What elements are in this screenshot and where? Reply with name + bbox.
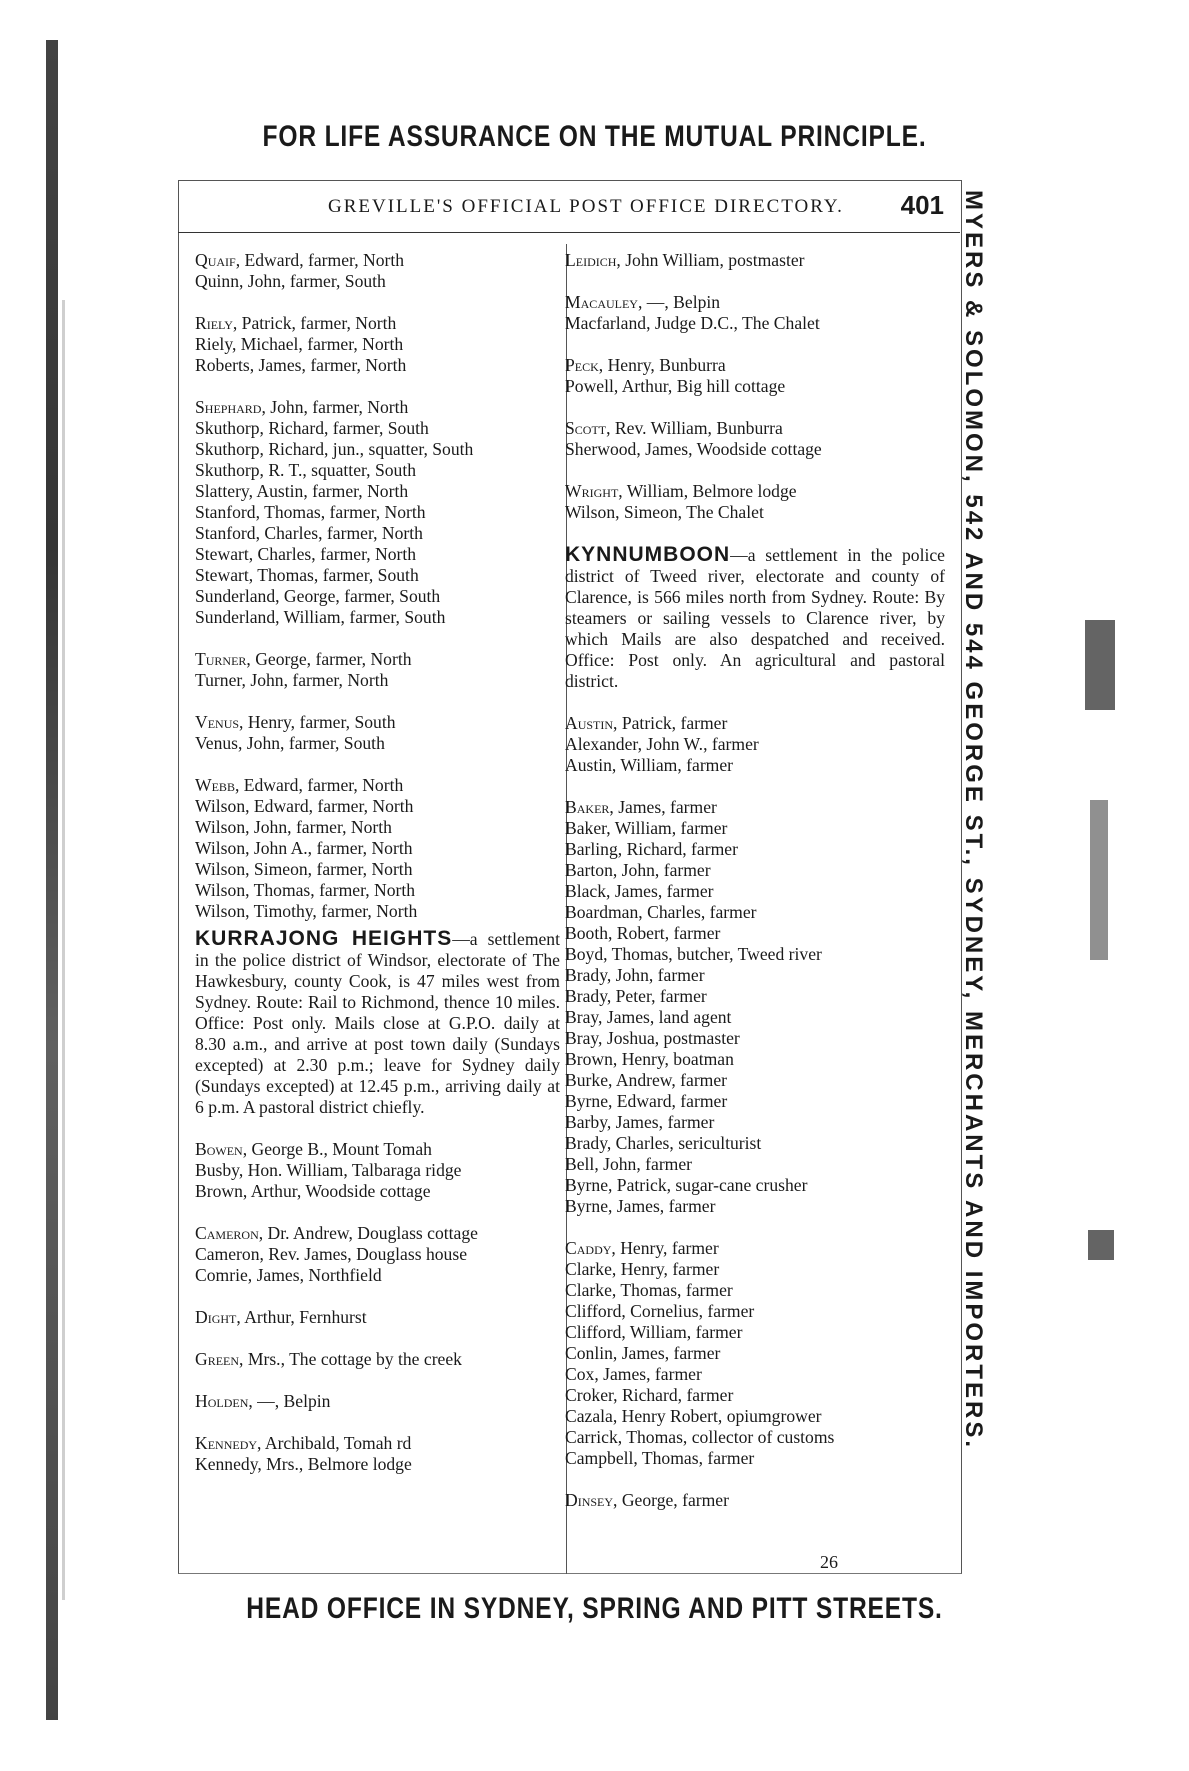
directory-entry — [565, 502, 945, 523]
settlement-description: —a settlement in the police district of Tweed river, electorate and county of Clarence, is 566 miles north from Sydney. Route: By steamers or sailing vessels to Clarence river, by which Mails are also despatched and received. Office: Post only. An agricultural and pastoral district. — [565, 545, 945, 691]
directory-entry — [195, 1433, 560, 1454]
directory-entry — [565, 439, 945, 460]
surname-initial: Wright, — [565, 481, 623, 501]
entry-text: Brady, Charles, sericulturist — [565, 1133, 762, 1153]
entry-text: Henry, Bunburra — [603, 355, 726, 375]
entry-text: Henry, farmer — [615, 1238, 719, 1258]
entry-text: George, farmer — [617, 1490, 729, 1510]
directory-entry — [565, 923, 945, 944]
entry-text: Roberts, James, farmer, North — [195, 355, 407, 375]
spacer — [195, 754, 560, 775]
surname-initial: Baker, — [565, 797, 614, 817]
directory-entry — [565, 1133, 945, 1154]
entry-text: Cox, James, farmer — [565, 1364, 702, 1384]
directory-entry — [565, 839, 945, 860]
surname-initial: Scott, — [565, 418, 611, 438]
signature-number: 26 — [820, 1552, 838, 1572]
entry-text: Sunderland, George, farmer, South — [195, 586, 441, 606]
right-entry-list-2 — [565, 713, 945, 1511]
directory-entry — [565, 355, 945, 376]
entry-text: Conlin, James, farmer — [565, 1343, 721, 1363]
entry-text: Wilson, Thomas, farmer, North — [195, 880, 416, 900]
directory-entry — [195, 355, 560, 376]
surname-initial: Bowen, — [195, 1139, 248, 1159]
entry-text: Cameron, Rev. James, Douglass house — [195, 1244, 468, 1264]
surname-initial: Kennedy, — [195, 1433, 262, 1453]
entry-text: Stanford, Charles, farmer, North — [195, 523, 423, 543]
directory-entry — [565, 1259, 945, 1280]
entry-text: Henry, farmer, South — [243, 712, 396, 732]
directory-entry — [195, 1160, 560, 1181]
entry-text: Turner, John, farmer, North — [195, 670, 389, 690]
entry-text: Croker, Richard, farmer — [565, 1385, 734, 1405]
entry-text: Brown, Henry, boatman — [565, 1049, 734, 1069]
directory-entry — [565, 481, 945, 502]
surname-initial: Macauley, — [565, 292, 643, 312]
entry-text: Stewart, Thomas, farmer, South — [195, 565, 419, 585]
entry-text: Bray, Joshua, postmaster — [565, 1028, 740, 1048]
directory-entry — [195, 733, 560, 754]
entry-text: Byrne, James, farmer — [565, 1196, 716, 1216]
entry-text: James, farmer — [613, 797, 717, 817]
surname-initial: Quaif, — [195, 250, 241, 270]
directory-entry — [195, 1244, 560, 1265]
directory-entry — [195, 334, 560, 355]
surname-initial: Peck, — [565, 355, 604, 375]
directory-entry — [195, 1391, 560, 1412]
entry-text: Clifford, William, farmer — [565, 1322, 743, 1342]
directory-entry — [195, 1454, 560, 1475]
spacer — [195, 1370, 560, 1391]
entry-text: Arthur, Fernhurst — [240, 1307, 367, 1327]
surname-initial: Riely, — [195, 313, 238, 333]
left-column — [195, 250, 560, 1475]
directory-entry — [565, 1238, 945, 1259]
entry-text: Brady, John, farmer — [565, 965, 705, 985]
entry-text: Brown, Arthur, Woodside cottage — [195, 1181, 431, 1201]
directory-entry — [195, 481, 560, 502]
entry-text: Campbell, Thomas, farmer — [565, 1448, 755, 1468]
scan-artifact — [1090, 800, 1108, 960]
entry-text: John William, postmaster — [620, 250, 805, 270]
spacer — [195, 691, 560, 712]
directory-entry — [195, 649, 560, 670]
entry-text: Clarke, Thomas, farmer — [565, 1280, 733, 1300]
entry-text: John, farmer, North — [265, 397, 409, 417]
entry-text: Busby, Hon. William, Talbaraga ridge — [195, 1160, 462, 1180]
directory-entry — [195, 1223, 560, 1244]
directory-entry — [195, 817, 560, 838]
top-banner: FOR LIFE ASSURANCE ON THE MUTUAL PRINCIPLE. — [262, 120, 927, 153]
entry-text: Edward, farmer, North — [239, 775, 404, 795]
surname-initial: Austin, — [565, 713, 618, 733]
surname-initial: Venus, — [195, 712, 244, 732]
spacer — [565, 334, 945, 355]
directory-entry — [565, 1175, 945, 1196]
entry-text: Comrie, James, Northfield — [195, 1265, 382, 1285]
spacer — [195, 1412, 560, 1433]
entry-text: Venus, John, farmer, South — [195, 733, 385, 753]
settlement-heading: KURRAJONG HEIGHTS — [195, 927, 453, 950]
directory-entry — [195, 1181, 560, 1202]
book-binding-edge — [46, 40, 58, 1720]
entry-text: Boyd, Thomas, butcher, Tweed river — [565, 944, 822, 964]
surname-initial: Green, — [195, 1349, 244, 1369]
directory-entry — [195, 418, 560, 439]
entry-text: Mrs., The cottage by the creek — [243, 1349, 462, 1369]
directory-entry — [195, 1139, 560, 1160]
directory-entry — [565, 1385, 945, 1406]
directory-entry — [565, 418, 945, 439]
directory-entry — [565, 1406, 945, 1427]
directory-entry — [565, 1112, 945, 1133]
right-entry-list — [565, 250, 945, 523]
spacer — [195, 1328, 560, 1349]
scan-artifact — [1085, 620, 1115, 710]
directory-entry — [195, 523, 560, 544]
surname-initial: Dight, — [195, 1307, 241, 1327]
directory-entry — [195, 313, 560, 334]
entry-text: Clifford, Cornelius, farmer — [565, 1301, 755, 1321]
entry-text: Baker, William, farmer — [565, 818, 728, 838]
directory-entry — [195, 775, 560, 796]
entry-text: Austin, William, farmer — [565, 755, 734, 775]
entry-text: George, farmer, North — [250, 649, 412, 669]
directory-entry — [195, 565, 560, 586]
directory-entry — [195, 712, 560, 733]
kurrajong-heights-entry — [195, 928, 560, 1118]
settlement-description: —a settlement in the police district of Windsor, electorate of The Hawkesbury, county Cook, is 47 miles west from Sydney. Route: Rail to Richmond, thence 10 miles. Office: Post only. Mails close at G.P.O. daily at 8.30 a.m., and arrive at post town daily (Sundays excepted) at 2.30 p.m.; leave for Sydney daily (Sundays excepted) at 12.45 p.m., arriving daily at 6 p.m. A pastoral district chiefly. — [195, 929, 560, 1117]
directory-entry — [565, 1364, 945, 1385]
entry-text: —, Belpin — [642, 292, 721, 312]
directory-entry — [565, 818, 945, 839]
entry-text: Bray, James, land agent — [565, 1007, 732, 1027]
entry-text: Kennedy, Mrs., Belmore lodge — [195, 1454, 412, 1474]
surname-initial: Caddy, — [565, 1238, 616, 1258]
directory-entry — [195, 250, 560, 271]
directory-entry — [565, 376, 945, 397]
page-header — [178, 190, 960, 230]
directory-entry — [195, 271, 560, 292]
surname-initial: Dinsey, — [565, 1490, 618, 1510]
entry-text: Wilson, Simeon, farmer, North — [195, 859, 413, 879]
header-rule — [178, 232, 960, 233]
directory-entry — [565, 1049, 945, 1070]
spacer — [195, 628, 560, 649]
directory-entry — [195, 397, 560, 418]
entry-text: Wilson, Timothy, farmer, North — [195, 901, 418, 921]
spacer — [195, 1202, 560, 1223]
directory-entry — [195, 859, 560, 880]
spacer — [565, 523, 945, 544]
directory-entry — [195, 670, 560, 691]
directory-entry — [195, 838, 560, 859]
directory-entry — [565, 1427, 945, 1448]
entry-text: Barling, Richard, farmer — [565, 839, 738, 859]
spacer — [565, 271, 945, 292]
entry-text: Skuthorp, Richard, jun., squatter, South — [195, 439, 474, 459]
directory-entry — [565, 986, 945, 1007]
entry-text: Stanford, Thomas, farmer, North — [195, 502, 426, 522]
surname-initial: Cameron, — [195, 1223, 264, 1243]
directory-entry — [565, 1301, 945, 1322]
directory-entry — [565, 1070, 945, 1091]
spacer — [195, 1286, 560, 1307]
entry-text: Black, James, farmer — [565, 881, 714, 901]
directory-entry — [565, 250, 945, 271]
spacer — [565, 1217, 945, 1238]
entry-text: Edward, farmer, North — [240, 250, 405, 270]
spacer — [195, 376, 560, 397]
surname-initial: Shephard, — [195, 397, 266, 417]
entry-text: Bell, John, farmer — [565, 1154, 693, 1174]
entry-text: Clarke, Henry, farmer — [565, 1259, 720, 1279]
directory-entry — [195, 1349, 560, 1370]
directory-entry — [565, 734, 945, 755]
side-advertisement: MYERS & SOLOMON, 542 AND 544 GEORGE ST., SYDNEY, MERCHANTS AND IMPORTERS. — [960, 190, 987, 1451]
entry-text: Brady, Peter, farmer — [565, 986, 707, 1006]
entry-text: Skuthorp, Richard, farmer, South — [195, 418, 429, 438]
entry-text: Skuthorp, R. T., squatter, South — [195, 460, 417, 480]
spacer — [565, 1469, 945, 1490]
page-number: 401 — [900, 190, 944, 220]
directory-entry — [565, 1154, 945, 1175]
surname-initial: Holden, — [195, 1391, 253, 1411]
entry-text: Quinn, John, farmer, South — [195, 271, 386, 291]
directory-entry — [565, 1343, 945, 1364]
surname-initial: Turner, — [195, 649, 251, 669]
directory-entry — [565, 1196, 945, 1217]
directory-entry — [565, 1490, 945, 1511]
directory-entry — [565, 292, 945, 313]
entry-text: Byrne, Edward, farmer — [565, 1091, 728, 1111]
directory-entry — [565, 1280, 945, 1301]
entry-text: Booth, Robert, farmer — [565, 923, 721, 943]
left-entry-list-2 — [195, 1139, 560, 1475]
entry-text: Cazala, Henry Robert, opiumgrower — [565, 1406, 822, 1426]
spacer — [565, 692, 945, 713]
directory-entry — [195, 544, 560, 565]
entry-text: Powell, Arthur, Big hill cottage — [565, 376, 786, 396]
entry-text: —, Belpin — [252, 1391, 331, 1411]
entry-text: Alexander, John W., farmer — [565, 734, 759, 754]
spacer — [565, 460, 945, 481]
settlement-heading: KYNNUMBOON — [565, 543, 731, 566]
directory-entry — [195, 607, 560, 628]
entry-text: Patrick, farmer — [617, 713, 728, 733]
spacer — [195, 1118, 560, 1139]
binding-shadow — [62, 300, 65, 1600]
surname-initial: Webb, — [195, 775, 240, 795]
left-entry-list — [195, 250, 560, 922]
entry-text: Macfarland, Judge D.C., The Chalet — [565, 313, 820, 333]
kynnumboon-entry — [565, 544, 945, 692]
entry-text: Burke, Andrew, farmer — [565, 1070, 728, 1090]
directory-entry — [565, 713, 945, 734]
entry-text: Byrne, Patrick, sugar-cane crusher — [565, 1175, 808, 1195]
entry-text: Dr. Andrew, Douglass cottage — [263, 1223, 478, 1243]
entry-text: Wilson, John A., farmer, North — [195, 838, 413, 858]
surname-initial: Leidich, — [565, 250, 621, 270]
directory-entry — [195, 586, 560, 607]
directory-entry — [565, 902, 945, 923]
directory-entry — [565, 1028, 945, 1049]
entry-text: Wilson, Edward, farmer, North — [195, 796, 414, 816]
entry-text: Slattery, Austin, farmer, North — [195, 481, 409, 501]
directory-entry — [565, 1091, 945, 1112]
right-column — [565, 250, 945, 1511]
entry-text: Wilson, Simeon, The Chalet — [565, 502, 764, 522]
entry-text: Boardman, Charles, farmer — [565, 902, 757, 922]
directory-entry — [565, 860, 945, 881]
entry-text: William, Belmore lodge — [622, 481, 797, 501]
directory-entry — [565, 1448, 945, 1469]
directory-entry — [565, 1322, 945, 1343]
entry-text: Archibald, Tomah rd — [261, 1433, 412, 1453]
entry-text: George B., Mount Tomah — [247, 1139, 432, 1159]
directory-entry — [565, 755, 945, 776]
entry-text: Riely, Michael, farmer, North — [195, 334, 404, 354]
directory-entry — [195, 439, 560, 460]
directory-entry — [195, 502, 560, 523]
directory-entry — [565, 797, 945, 818]
directory-entry — [195, 1265, 560, 1286]
spacer — [565, 397, 945, 418]
entry-text: Patrick, farmer, North — [237, 313, 397, 333]
directory-entry — [565, 965, 945, 986]
entry-text: Sherwood, James, Woodside cottage — [565, 439, 822, 459]
directory-entry — [195, 901, 560, 922]
entry-text: Sunderland, William, farmer, South — [195, 607, 446, 627]
spacer — [195, 292, 560, 313]
directory-entry — [195, 1307, 560, 1328]
bottom-banner: HEAD OFFICE IN SYDNEY, SPRING AND PITT STREETS. — [246, 1592, 943, 1625]
directory-entry — [565, 1007, 945, 1028]
directory-entry — [565, 313, 945, 334]
entry-text: Stewart, Charles, farmer, North — [195, 544, 417, 564]
scan-artifact — [1088, 1230, 1114, 1260]
entry-text: Barby, James, farmer — [565, 1112, 715, 1132]
directory-entry — [195, 880, 560, 901]
entry-text: Carrick, Thomas, collector of customs — [565, 1427, 835, 1447]
directory-entry — [565, 944, 945, 965]
entry-text: Rev. William, Bunburra — [610, 418, 783, 438]
entry-text: Barton, John, farmer — [565, 860, 711, 880]
directory-entry — [565, 881, 945, 902]
entry-text: Wilson, John, farmer, North — [195, 817, 392, 837]
directory-entry — [195, 460, 560, 481]
directory-title: GREVILLE'S OFFICIAL POST OFFICE DIRECTORY. — [328, 196, 844, 217]
spacer — [565, 776, 945, 797]
directory-entry — [195, 796, 560, 817]
